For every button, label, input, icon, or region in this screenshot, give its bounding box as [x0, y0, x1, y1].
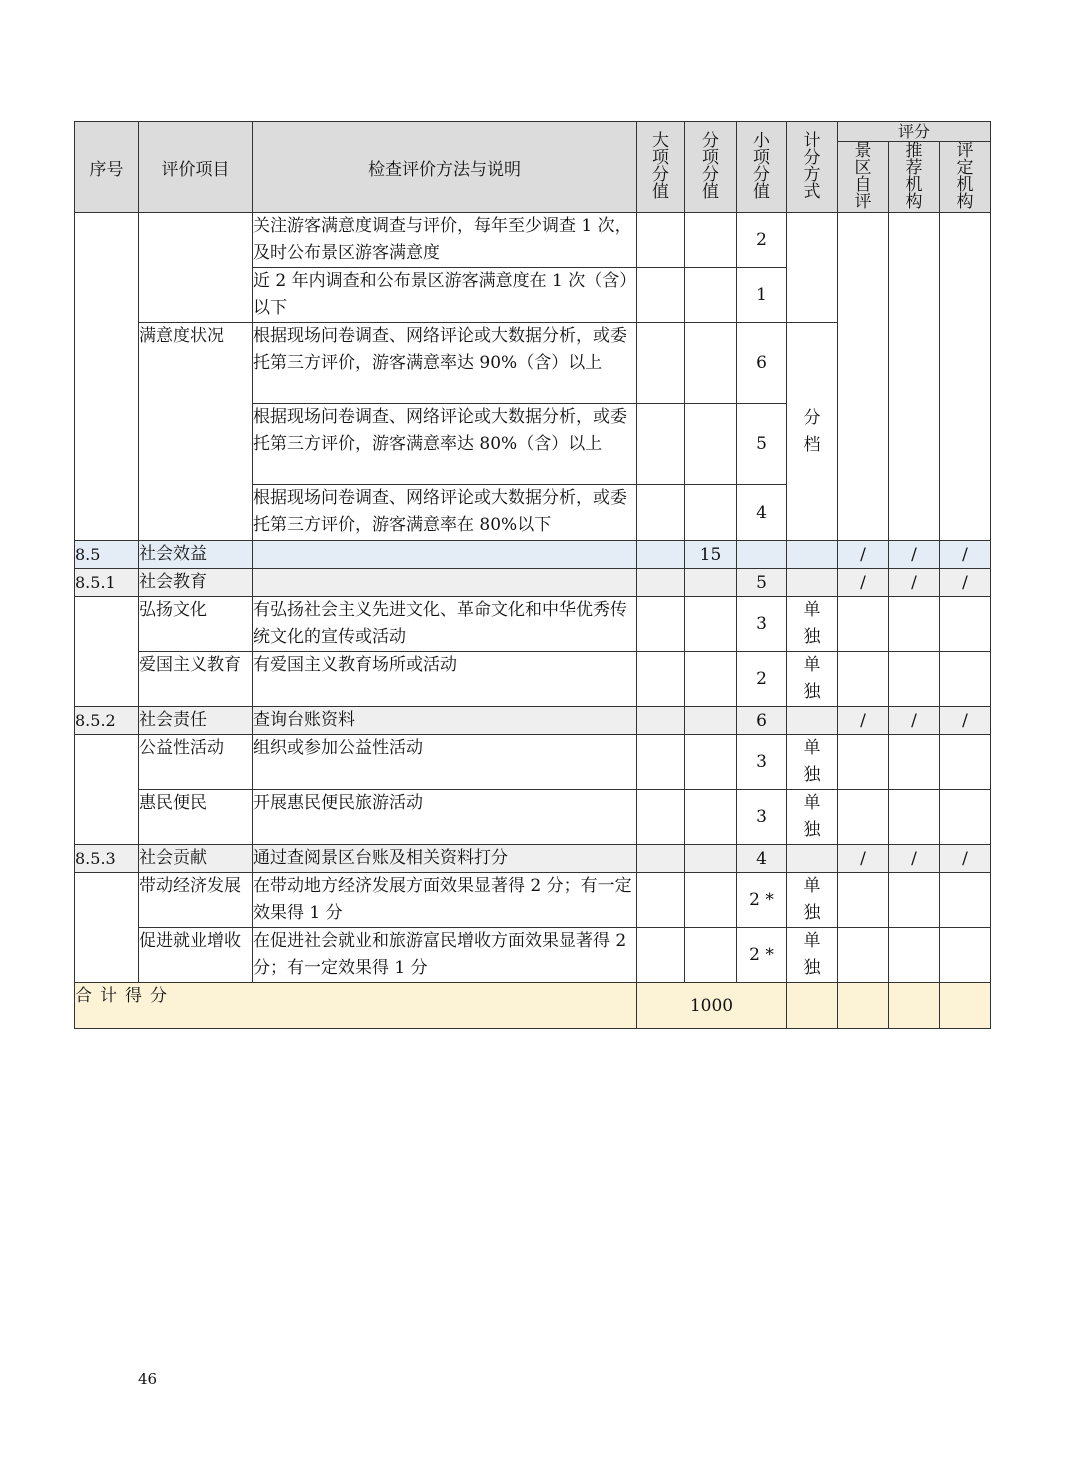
rating-self-cell: [838, 790, 889, 845]
rating-assess-cell: /: [940, 569, 991, 597]
rating-recommend-cell: [889, 873, 940, 928]
rating-assess-cell: [940, 790, 991, 845]
mode-cell: [787, 845, 838, 873]
rating-self-cell: /: [838, 569, 889, 597]
header-rating-self: [838, 142, 889, 213]
mode-cell: [787, 790, 838, 845]
item-cell: 公益性活动: [139, 735, 253, 790]
rating-self-cell: [838, 873, 889, 928]
scoring-table-container: [74, 121, 990, 1029]
minor-score-cell: 2 *: [737, 873, 787, 928]
major-cell: [637, 707, 685, 735]
sub-cell: [685, 845, 737, 873]
sub-cell: [685, 735, 737, 790]
rating-self-cell: [838, 983, 889, 1029]
minor-score-cell: 1: [737, 268, 787, 323]
item-cell: 社会教育: [139, 569, 253, 597]
item-cell: 带动经济发展: [139, 873, 253, 928]
major-cell: [637, 541, 685, 569]
rating-assess-cell: [940, 597, 991, 652]
minor-score-cell: 6: [737, 707, 787, 735]
rating-recommend-cell: [889, 983, 940, 1029]
mode-label: 分档: [803, 407, 821, 455]
item-cell: 社会贡献: [139, 845, 253, 873]
table-row: [75, 213, 991, 268]
item-cell: 社会责任: [139, 707, 253, 735]
sub-score-cell: 15: [685, 541, 737, 569]
rating-recommend-cell: /: [889, 541, 940, 569]
method-cell: 组织或参加公益性活动: [253, 735, 637, 790]
header-seq: 序号: [75, 122, 139, 213]
major-cell: [637, 790, 685, 845]
rating-recommend-cell: [889, 652, 940, 707]
mode-label: 单独: [803, 655, 821, 702]
minor-score-cell: 5: [737, 404, 787, 485]
rating-assess-cell: /: [940, 707, 991, 735]
method-cell: 根据现场问卷调查、网络评论或大数据分析，或委托第三方评价，游客满意率达 80%（含）以上: [253, 404, 637, 485]
header-rating-recommend-label: 推荐机构: [905, 140, 923, 212]
method-cell: 有弘扬社会主义先进文化、革命文化和中华优秀传统文化的宣传或活动: [253, 597, 637, 652]
major-cell: [637, 873, 685, 928]
header-rating-assess: [940, 142, 991, 213]
rating-assess-cell: [940, 873, 991, 928]
sub-cell: [685, 873, 737, 928]
mode-label: 单独: [803, 931, 821, 978]
method-cell: 根据现场问卷调查、网络评论或大数据分析，或委托第三方评价，游客满意率达 90%（含）以上: [253, 323, 637, 404]
mode-cell: [787, 928, 838, 983]
method-cell: 查询台账资料: [253, 707, 637, 735]
table-row: [75, 873, 991, 928]
total-value: 1000: [637, 983, 787, 1029]
major-cell: [637, 652, 685, 707]
rating-assess-cell: /: [940, 541, 991, 569]
sub-cell: [685, 790, 737, 845]
item-cell: 促进就业增收: [139, 928, 253, 983]
mode-label: 单独: [803, 876, 821, 923]
rating-assess-cell: [940, 213, 991, 541]
table-row: [75, 652, 991, 707]
major-cell: [637, 569, 685, 597]
header-major-score: [637, 122, 685, 213]
minor-score-cell: 5: [737, 569, 787, 597]
rating-recommend-cell: /: [889, 845, 940, 873]
mode-cell: [787, 873, 838, 928]
mode-cell: [787, 652, 838, 707]
item-cell: 惠民便民: [139, 790, 253, 845]
rating-recommend-cell: /: [889, 569, 940, 597]
rating-self-cell: [838, 213, 889, 541]
seq-cell: 8.5: [75, 541, 139, 569]
method-cell: [253, 541, 637, 569]
minor-score-cell: 2: [737, 652, 787, 707]
mode-label: 单独: [803, 738, 821, 785]
seq-cell: [75, 213, 139, 541]
table-row: [75, 790, 991, 845]
header-rating-self-label: 景区自评: [854, 140, 872, 212]
header-scoring-mode: [787, 122, 838, 213]
seq-cell: [75, 597, 139, 707]
rating-recommend-cell: /: [889, 707, 940, 735]
major-cell: [637, 735, 685, 790]
item-cell: 满意度状况: [139, 323, 253, 541]
subsection-row: [75, 845, 991, 873]
mode-cell: [787, 569, 838, 597]
rating-self-cell: /: [838, 541, 889, 569]
method-cell: 在带动地方经济发展方面效果显著得 2 分；有一定效果得 1 分: [253, 873, 637, 928]
page-number: 46: [138, 1370, 158, 1388]
header-row: [75, 122, 991, 142]
rating-self-cell: [838, 597, 889, 652]
scoring-table: [74, 121, 991, 1029]
table-row: [75, 928, 991, 983]
rating-self-cell: /: [838, 845, 889, 873]
rating-assess-cell: /: [940, 845, 991, 873]
method-cell: 通过查阅景区台账及相关资料打分: [253, 845, 637, 873]
minor-score-cell: 3: [737, 597, 787, 652]
header-rating-assess-label: 评定机构: [956, 140, 974, 212]
major-cell: [637, 323, 685, 404]
sub-cell: [685, 928, 737, 983]
mode-label: 单独: [803, 600, 821, 647]
header-rating: 评分: [838, 122, 991, 142]
rating-assess-cell: [940, 735, 991, 790]
major-cell: [637, 213, 685, 268]
rating-assess-cell: [940, 652, 991, 707]
minor-score-cell: 4: [737, 485, 787, 541]
header-major-score-label: 大项分值: [652, 130, 669, 202]
rating-self-cell: [838, 652, 889, 707]
seq-cell: 8.5.1: [75, 569, 139, 597]
sub-cell: [685, 485, 737, 541]
rating-recommend-cell: [889, 213, 940, 541]
table-row: [75, 735, 991, 790]
minor-score-cell: 2: [737, 213, 787, 268]
seq-cell: 8.5.3: [75, 845, 139, 873]
rating-recommend-cell: [889, 735, 940, 790]
rating-self-cell: [838, 928, 889, 983]
method-cell: 在促进社会就业和旅游富民增收方面效果显著得 2 分；有一定效果得 1 分: [253, 928, 637, 983]
method-cell: 近 2 年内调查和公布景区游客满意度在 1 次（含）以下: [253, 268, 637, 323]
item-cell: 社会效益: [139, 541, 253, 569]
method-cell: [253, 569, 637, 597]
mode-cell: [787, 323, 838, 541]
major-cell: [637, 268, 685, 323]
major-cell: [637, 597, 685, 652]
item-cell: 爱国主义教育: [139, 652, 253, 707]
major-cell: [637, 485, 685, 541]
seq-cell: [75, 873, 139, 983]
total-row: [75, 983, 991, 1029]
minor-score-cell: 3: [737, 790, 787, 845]
minor-score-cell: 4: [737, 845, 787, 873]
sub-cell: [685, 597, 737, 652]
method-cell: 开展惠民便民旅游活动: [253, 790, 637, 845]
sub-cell: [685, 213, 737, 268]
header-minor-score-label: 小项分值: [753, 130, 770, 202]
subsection-row: [75, 707, 991, 735]
header-method: 检查评价方法与说明: [253, 122, 637, 213]
minor-score-cell: 6: [737, 323, 787, 404]
major-cell: [637, 928, 685, 983]
rating-recommend-cell: [889, 928, 940, 983]
total-label: 合计得分: [75, 983, 637, 1029]
sub-cell: [685, 404, 737, 485]
header-rating-recommend: [889, 142, 940, 213]
header-minor-score: [737, 122, 787, 213]
header-scoring-mode-label: 计分方式: [803, 130, 821, 202]
mode-cell: [787, 707, 838, 735]
mode-cell: [787, 983, 838, 1029]
method-cell: 根据现场问卷调查、网络评论或大数据分析，或委托第三方评价，游客满意率在 80%以下: [253, 485, 637, 541]
sub-cell: [685, 569, 737, 597]
sub-cell: [685, 652, 737, 707]
rating-assess-cell: [940, 983, 991, 1029]
mode-label: 单独: [803, 793, 821, 840]
rating-assess-cell: [940, 928, 991, 983]
header-sub-score: [685, 122, 737, 213]
item-cell: 弘扬文化: [139, 597, 253, 652]
minor-cell: [737, 541, 787, 569]
section-row: [75, 541, 991, 569]
sub-cell: [685, 268, 737, 323]
sub-cell: [685, 707, 737, 735]
method-cell: 有爱国主义教育场所或活动: [253, 652, 637, 707]
method-cell: 关注游客满意度调查与评价，每年至少调查 1 次，及时公布景区游客满意度: [253, 213, 637, 268]
mode-cell: [787, 213, 838, 323]
rating-self-cell: /: [838, 707, 889, 735]
rating-recommend-cell: [889, 597, 940, 652]
rating-recommend-cell: [889, 790, 940, 845]
sub-cell: [685, 323, 737, 404]
mode-cell: [787, 735, 838, 790]
header-sub-score-label: 分项分值: [702, 130, 719, 202]
rating-self-cell: [838, 735, 889, 790]
header-item: 评价项目: [139, 122, 253, 213]
seq-cell: [75, 735, 139, 845]
table-row: [75, 597, 991, 652]
mode-cell: [787, 541, 838, 569]
minor-score-cell: 3: [737, 735, 787, 790]
seq-cell: 8.5.2: [75, 707, 139, 735]
mode-cell: [787, 597, 838, 652]
item-cell: [139, 213, 253, 323]
major-cell: [637, 404, 685, 485]
subsection-row: [75, 569, 991, 597]
major-cell: [637, 845, 685, 873]
minor-score-cell: 2 *: [737, 928, 787, 983]
